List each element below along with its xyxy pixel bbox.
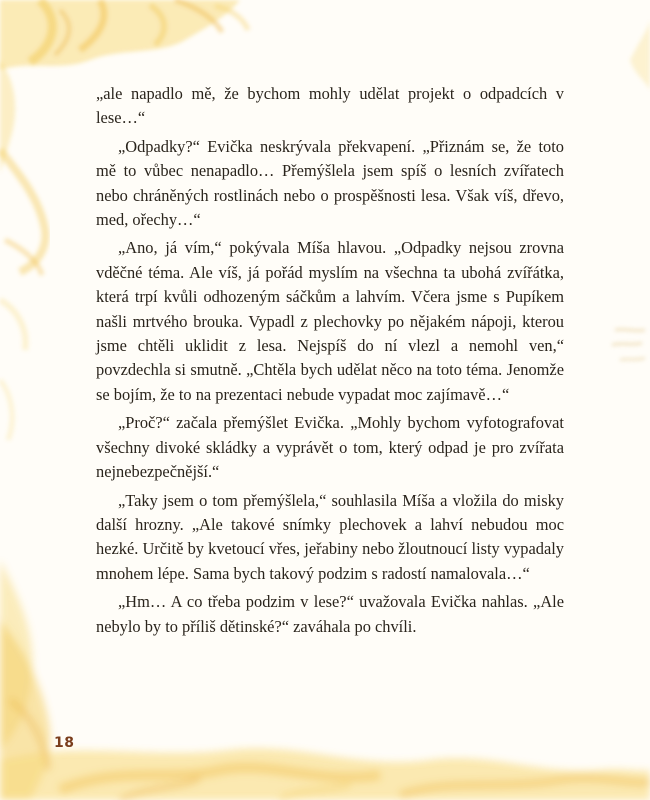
- page-number: 18: [54, 735, 75, 751]
- paragraph: „Proč?“ začala přemýšlet Evička. „Mohly bychom vyfotografovat všechny divoké skládky a vyprávět o tom, který odpad je pro zvířata nejnebezpečnější.“: [96, 413, 564, 482]
- left-watercolor: [0, 60, 45, 440]
- story-text: [96, 82, 564, 643]
- paragraph: „Hm… A co třeba podzim v lese?“ uvažovala Evička nahlas. „Ale nebylo by to příliš dětinské?“ zaváhala po chvíli.: [96, 592, 564, 636]
- paragraph: „Odpadky?“ Evička neskrývala překvapení. „Přiznám se, že toto mě to vůbec nenapadlo… Přemýšlela jsem spíš o lesních zvířatech nebo chráněných rostlinách nebo o prospěšnosti lesa. Však víš, dřevo, med, ořechy…“: [96, 136, 564, 230]
- paragraph: „Ano, já vím,“ pokývala Míša hlavou. „Odpadky nejsou zrovna vděčné téma. Ale víš, já pořád myslím na všechna ta ubohá zvířátka, která trpí kvůli odhozeným sáčkům a lahvím. Včera jsme s Pupíkem našli mrtvého brouka. Vypadl z plechovky po nějakém nápoji, kterou jsme chtěli uklidit z lesa. Nejspíš do ní vlezl a nemohl ven,“ povzdechla si smutně. „Chtěla bych udělat něco na toto téma. Jenomže se bojím, že to na prezentaci nebude vypadat moc zajímavě…“: [96, 238, 564, 404]
- right-watercolor: [612, 20, 650, 360]
- top-watercolor: [0, 0, 248, 70]
- paragraph: „Taky jsem o tom přemýšlela,“ souhlasila Míša a vložila do misky další hrozny. „Ale takové snímky plechovek a lahví nebudou moc hezké. Určitě by kvetoucí vřes, jeřabiny nebo žloutnoucí listy vypadaly mnohem lépe. Sama bych takový podzim s radostí namalovala…“: [96, 490, 564, 583]
- paragraph: „ale napadlo mě, že bychom mohly udělat projekt o odpadcích v lese…“: [96, 84, 564, 128]
